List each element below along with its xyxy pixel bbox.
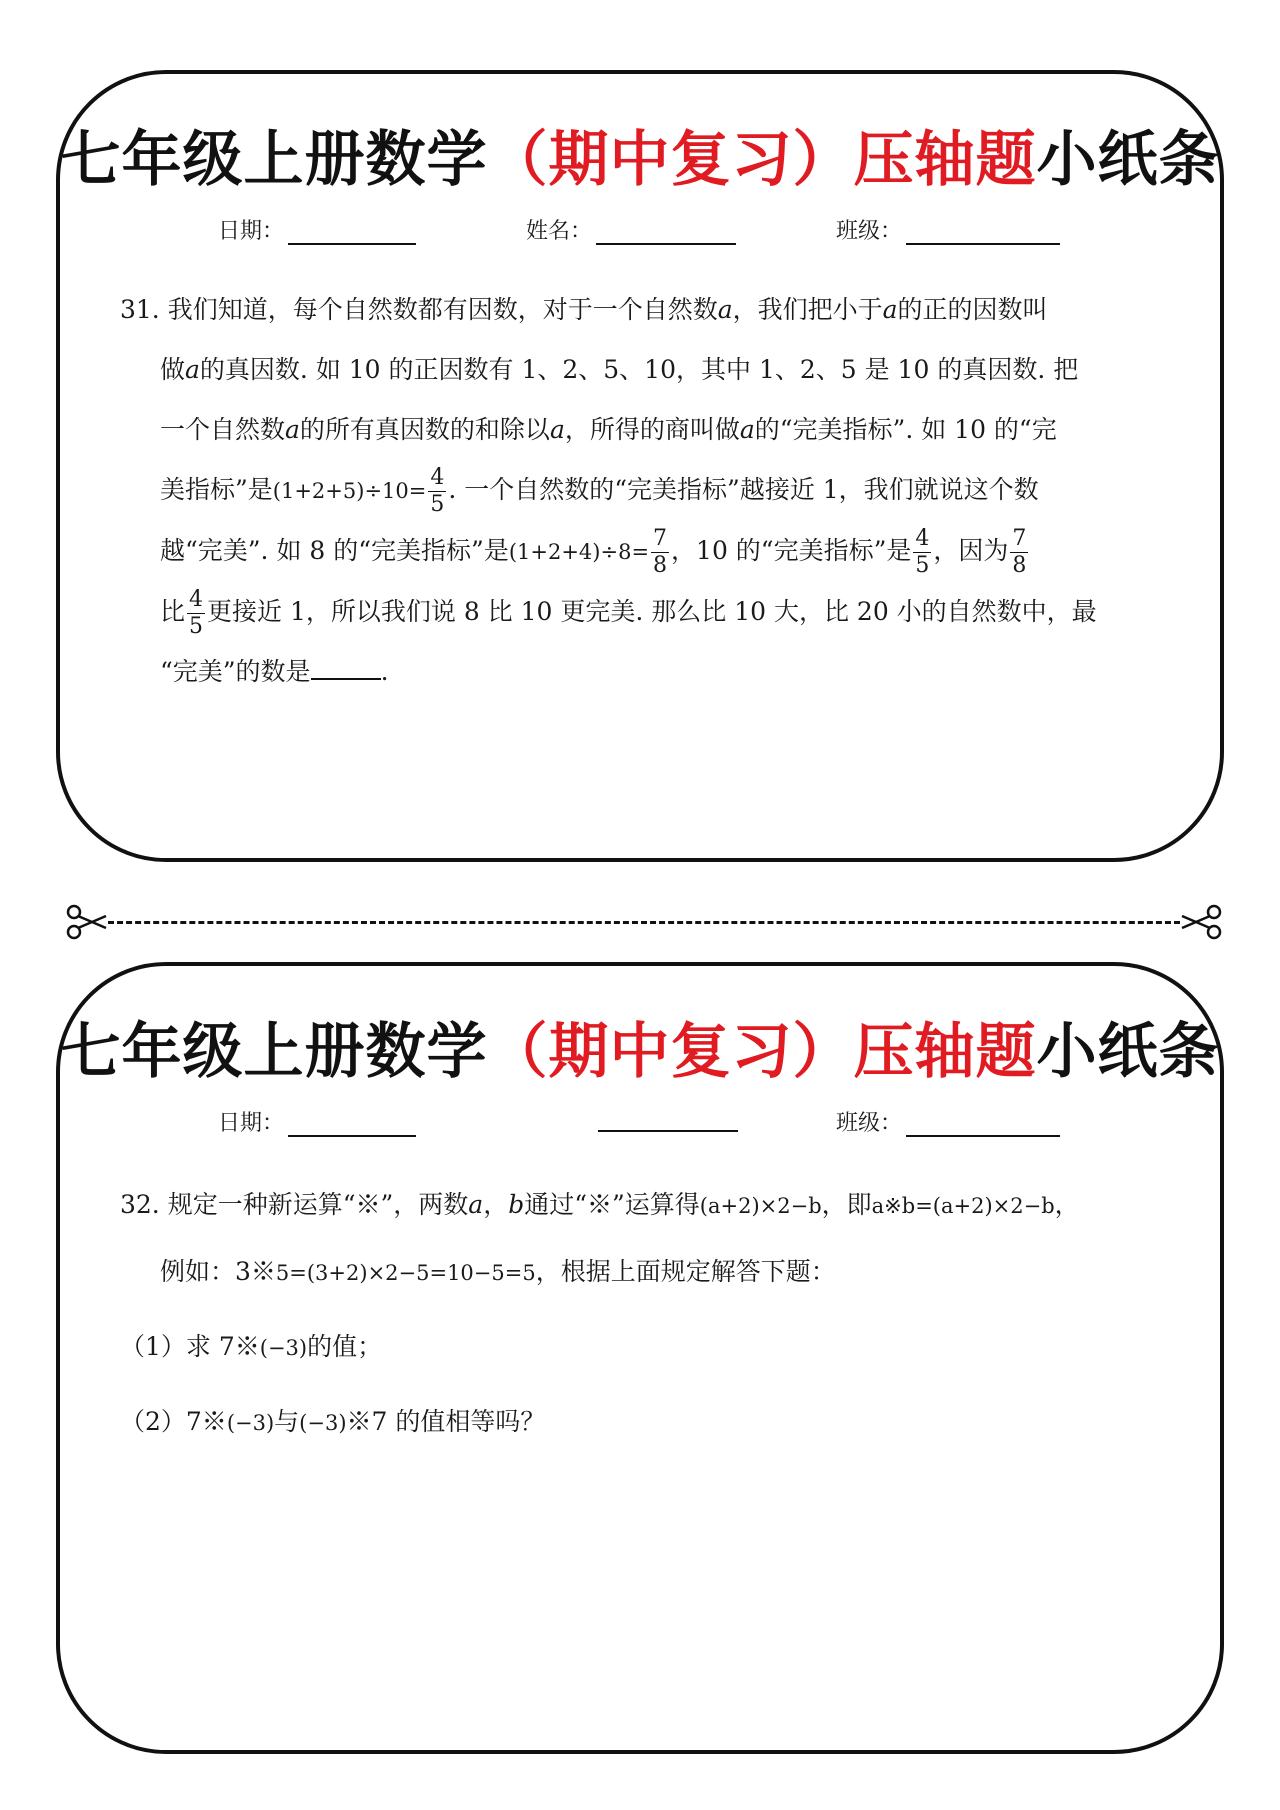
title-part-red: （期中复习）压轴题 bbox=[487, 1017, 1037, 1087]
scissors-icon bbox=[64, 902, 108, 942]
problem-line: 做a的真因数. 如 10 的正因数有 1、2、5、10，其中 1、2、5 是 10 的真因数. 把 bbox=[160, 355, 1079, 384]
name-label: 姓名： bbox=[526, 219, 593, 244]
sub-question-2: （2）7※(−3)与(−3)※7 的值相等吗？ bbox=[120, 1407, 546, 1436]
class-label: 班级： bbox=[836, 1111, 903, 1136]
problem-line: 一个自然数a的所有真因数的和除以a，所得的商叫做a的“完美指标”. 如 10 的“完 bbox=[160, 415, 1057, 444]
problem-line: 32. 规定一种新运算“※”，两数a，b通过“※”运算得(a+2)×2−b，即a※b=(a+2)×2−b， bbox=[120, 1190, 1080, 1219]
problem-line: 越“完美”. 如 8 的“完美指标”是(1+2+4)÷8= $\frac{7}{8}$ ，10 的“完美指标”是 $\frac{4}{5}$ ，因为 $\frac{7}{8}$ bbox=[160, 526, 1027, 578]
card-title bbox=[60, 120, 1220, 200]
problem-card-31 bbox=[56, 70, 1224, 862]
problem-line: “完美”的数是 . bbox=[120, 642, 1160, 702]
title-part-red: （期中复习）压轴题 bbox=[487, 125, 1037, 195]
problem-31-text bbox=[120, 280, 1160, 702]
cut-line bbox=[64, 902, 1224, 942]
scissors-icon bbox=[1180, 902, 1224, 942]
card-title bbox=[60, 1012, 1220, 1092]
info-fields bbox=[60, 1106, 1220, 1146]
info-fields bbox=[60, 214, 1220, 254]
date-field bbox=[218, 1106, 416, 1137]
date-label: 日期： bbox=[218, 219, 285, 244]
fraction: $\frac{7}{8}$ bbox=[1012, 526, 1027, 578]
date-blank[interactable] bbox=[288, 219, 416, 245]
answer-blank[interactable] bbox=[311, 654, 381, 680]
problem-line: 比 $\frac{4}{5}$ 更接近 1，所以我们说 8 比 10 更完美. 那么比 10 大，比 20 小的自然数中，最 bbox=[160, 587, 1097, 639]
date-field bbox=[218, 214, 416, 245]
date-blank[interactable] bbox=[288, 1111, 416, 1137]
title-part-1: 七年级上册数学 bbox=[60, 125, 488, 195]
dashed-divider bbox=[108, 921, 1180, 924]
name-field bbox=[598, 1106, 738, 1132]
sub-question-1: （1）求 7※(−3)的值； bbox=[120, 1332, 383, 1361]
title-part-2: 小纸条 bbox=[1036, 1017, 1220, 1087]
class-label: 班级： bbox=[836, 219, 903, 244]
problem-line: 31. 我们知道，每个自然数都有因数，对于一个自然数a，我们把小于a的正的因数叫 bbox=[120, 295, 1048, 324]
name-blank[interactable] bbox=[596, 219, 736, 245]
problem-line: 例如：3※5=(3+2)×2−5=10−5=5，根据上面规定解答下题： bbox=[160, 1257, 836, 1286]
problem-32-text bbox=[120, 1172, 1160, 1456]
name-field bbox=[526, 214, 736, 245]
class-blank[interactable] bbox=[906, 219, 1060, 245]
title-part-1: 七年级上册数学 bbox=[60, 1017, 488, 1087]
fraction: $\frac{7}{8}$ bbox=[653, 526, 668, 578]
class-field bbox=[836, 1106, 1060, 1137]
fraction: $\frac{4}{5}$ bbox=[189, 587, 204, 639]
problem-line: 美指标”是(1+2+5)÷10= $\frac{4}{5}$ . 一个自然数的“完美指标”越接近 1，我们就说这个数 bbox=[160, 465, 1039, 517]
problem-card-32 bbox=[56, 962, 1224, 1754]
name-blank[interactable] bbox=[598, 1106, 738, 1132]
date-label: 日期： bbox=[218, 1111, 285, 1136]
fraction: $\frac{4}{5}$ bbox=[915, 526, 930, 578]
class-field bbox=[836, 214, 1060, 245]
class-blank[interactable] bbox=[906, 1111, 1060, 1137]
title-part-2: 小纸条 bbox=[1036, 125, 1220, 195]
fraction: $\frac{4}{5}$ bbox=[430, 465, 445, 517]
